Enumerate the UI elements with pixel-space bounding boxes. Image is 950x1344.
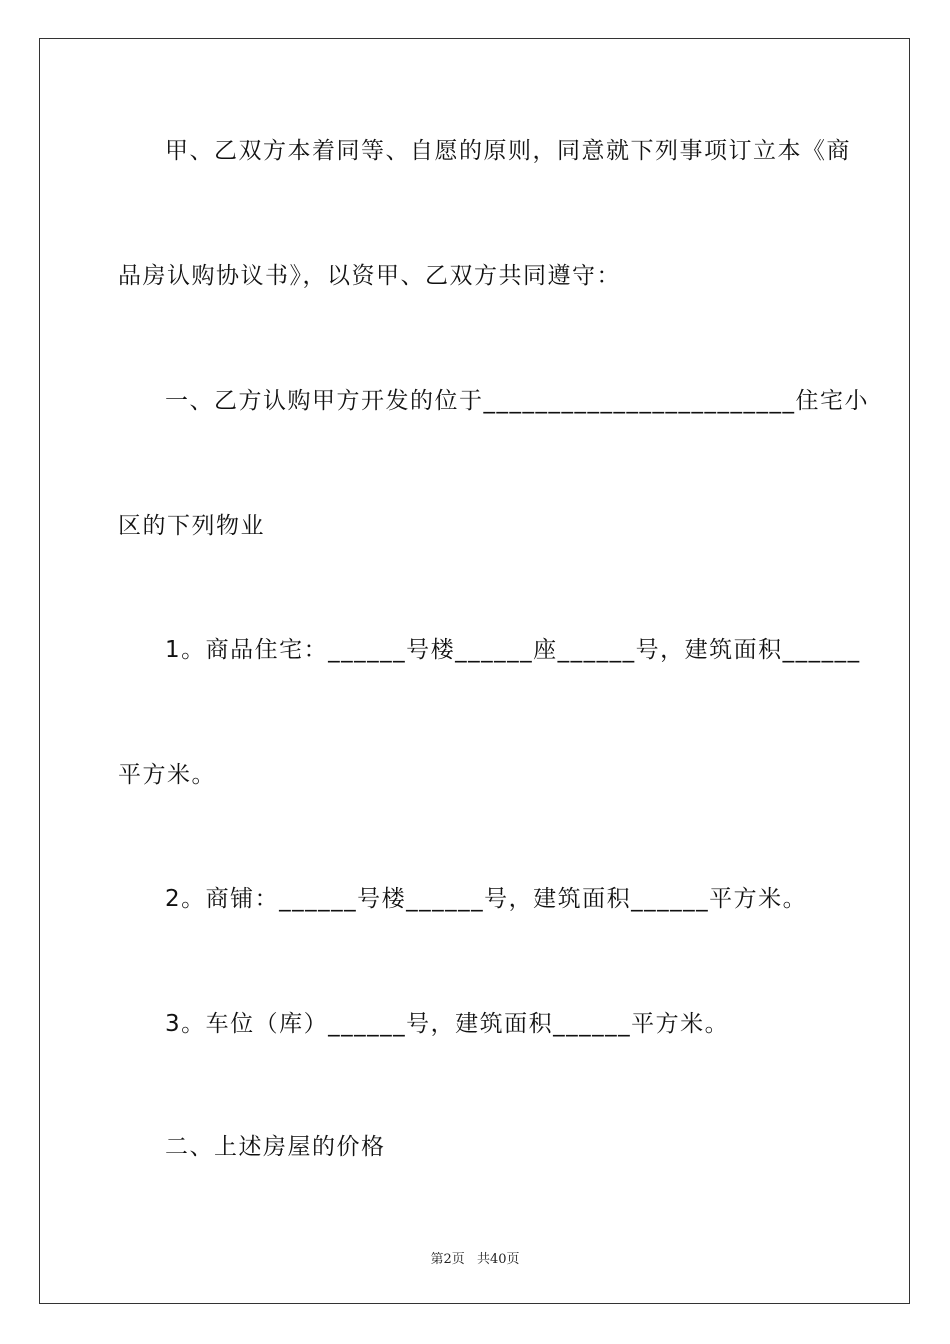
paragraph-line-6: 平方米。: [118, 762, 216, 788]
page-number-current: 第2页: [430, 1252, 465, 1267]
page-number-total: 共40页: [476, 1252, 520, 1267]
paragraph-line-9: 二、上述房屋的价格: [165, 1134, 386, 1160]
paragraph-line-5: 1。商品住宅：______号楼______座______号，建筑面积______: [165, 637, 861, 663]
page-frame: [39, 38, 910, 1304]
paragraph-line-7: 2。商铺：______号楼______号，建筑面积______平方米。: [165, 886, 808, 912]
paragraph-line-4: 区的下列物业: [118, 513, 265, 539]
paragraph-line-2: 品房认购协议书》，以资甲、乙双方共同遵守：: [118, 263, 621, 289]
paragraph-line-8: 3。车位（库）______号，建筑面积______平方米。: [165, 1011, 730, 1037]
paragraph-line-1: 甲、乙双方本着同等、自愿的原则，同意就下列事项订立本《商: [165, 138, 851, 164]
page-footer: [0, 1248, 950, 1267]
paragraph-line-3: 一、乙方认购甲方开发的位于________________________住宅小: [165, 388, 869, 414]
